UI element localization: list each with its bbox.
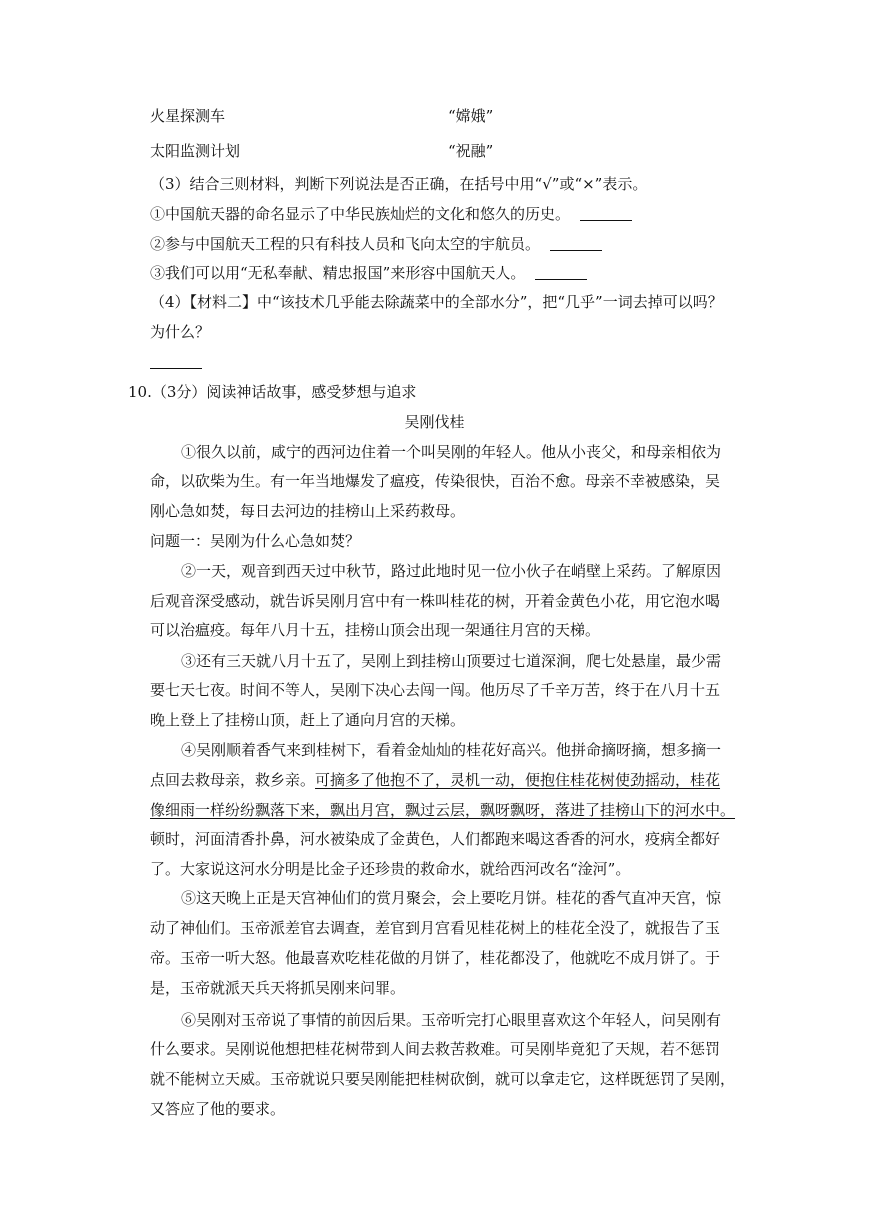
paragraph-line: 就不能树立天威。玉帝就说只要吴刚能把桂树砍倒，就可以拿走它，这样既惩罚了吴刚， <box>150 1070 736 1088</box>
question-10-header: 10.（3分）阅读神话故事，感受梦想与追求 <box>128 383 417 401</box>
table-row-left: 太阳监测计划 <box>150 142 241 160</box>
paragraph-line: 顿时，河面清香扑鼻，河水被染成了金黄色，人们都跑来喝这香香的河水，疫病全都好 <box>150 830 721 848</box>
paragraph-line: ④吴刚顺着香气来到桂树下，看着金灿灿的桂花好高兴。他拼命摘呀摘，想多摘一 <box>181 741 722 759</box>
answer-blank[interactable] <box>580 206 632 221</box>
question-3-item-text: ①中国航天器的命名显示了中华民族灿烂的文化和悠久的历史。 <box>150 205 571 223</box>
story-title: 吴刚伐桂 <box>404 413 465 431</box>
question-3-stem: （3）结合三则材料，判断下列说法是否正确，在括号中用“√”或“×”表示。 <box>150 175 648 193</box>
paragraph-line: 晚上登上了挂榜山顶，赶上了通向月宫的天梯。 <box>150 711 466 729</box>
underlined-text: 可摘多了他抱不了，灵机一动，便抱住桂花树使劲摇动，桂花 <box>315 771 721 789</box>
table-row-right: “祝融” <box>448 142 494 160</box>
paragraph-line: ③还有三天就八月十五了，吴刚上到挂榜山顶要过七道深涧，爬七处悬崖，最少需 <box>181 652 722 670</box>
paragraph-line <box>150 770 720 790</box>
paragraph-line: 什么要求。吴刚说他想把桂花树带到人间去救苦救难。可吴刚毕竟犯了天规，若不惩罚 <box>150 1040 721 1058</box>
paragraph-line: 又答应了他的要求。 <box>150 1100 286 1118</box>
paragraph-line: 刚心急如焚，每日去河边的挂榜山上采药救母。 <box>150 502 466 520</box>
answer-blank[interactable] <box>535 265 587 280</box>
table-row-right: “嫦娥” <box>448 107 494 125</box>
paragraph-line: ⑥吴刚对玉帝说了事情的前因后果。玉帝听完打心眼里喜欢这个年轻人，问吴刚有 <box>181 1011 722 1029</box>
question-3-item-text: ③我们可以用“无私奉献、精忠报国”来形容中国航天人。 <box>150 264 526 282</box>
paragraph-line: 后观音深受感动，就告诉吴刚月宫中有一株叫桂花的树，开着金黄色小花，用它泡水喝 <box>150 592 721 610</box>
underlined-text: 像细雨一样纷纷飘落下来，飘出月宫，飘过云层，飘呀飘呀，落进了挂榜山下的河水中。 <box>150 801 736 819</box>
paragraph-line: 要七天七夜。时间不等人，吴刚下决心去闯一闯。他历尽了千辛万苦，终于在八月十五 <box>150 681 721 699</box>
question-4-line: （4）【材料二】中“该技术几乎能去除蔬菜中的全部水分”，把“几乎”一词去掉可以吗？ <box>150 293 723 311</box>
plain-text: 点回去救母亲，救乡亲。 <box>150 771 316 789</box>
table-row-left: 火星探测车 <box>150 107 226 125</box>
question-3-item <box>150 204 632 224</box>
question-4-line: 为什么？ <box>150 323 211 341</box>
paragraph-line: 动了神仙们。玉帝派差官去调查，差官到月宫看见桂花树上的桂花全没了，就报告了玉 <box>150 919 721 937</box>
paragraph-line: 是，玉帝就派天兵天将抓吴刚来问罪。 <box>150 979 406 997</box>
paragraph-line: 帝。玉帝一听大怒。他最喜欢吃桂花做的月饼了，桂花都没了，他就吃不成月饼了。于 <box>150 949 721 967</box>
answer-blank[interactable] <box>550 236 602 251</box>
question-3-item <box>150 234 602 254</box>
paragraph-line: 命，以砍柴为生。有一年当地爆发了瘟疫，传染很快，百治不愈。母亲不幸被感染，吴 <box>150 472 721 490</box>
question-4-answer <box>150 352 202 372</box>
question-3-item <box>150 263 587 283</box>
paragraph-line: ①很久以前，咸宁的西河边住着一个叫吴刚的年轻人。他从小丧父，和母亲相依为 <box>181 443 722 461</box>
paragraph-line: 了。大家说这河水分明是比金子还珍贵的救命水，就给西河改名“淦河”。 <box>150 860 631 878</box>
question-3-item-text: ②参与中国航天工程的只有科技人员和飞向太空的宇航员。 <box>150 235 541 253</box>
paragraph-line: ⑤这天晚上正是天宫神仙们的赏月聚会，会上要吃月饼。桂花的香气直冲天宫，惊 <box>181 889 722 907</box>
paragraph-line: 可以治瘟疫。每年八月十五，挂榜山顶会出现一架通往月宫的天梯。 <box>150 621 601 639</box>
answer-blank[interactable] <box>150 354 202 369</box>
paragraph-line: ②一天，观音到西天过中秋节，路过此地时见一位小伙子在峭壁上采药。了解原因 <box>181 562 722 580</box>
question-1: 问题一：吴刚为什么心急如焚？ <box>150 532 361 550</box>
